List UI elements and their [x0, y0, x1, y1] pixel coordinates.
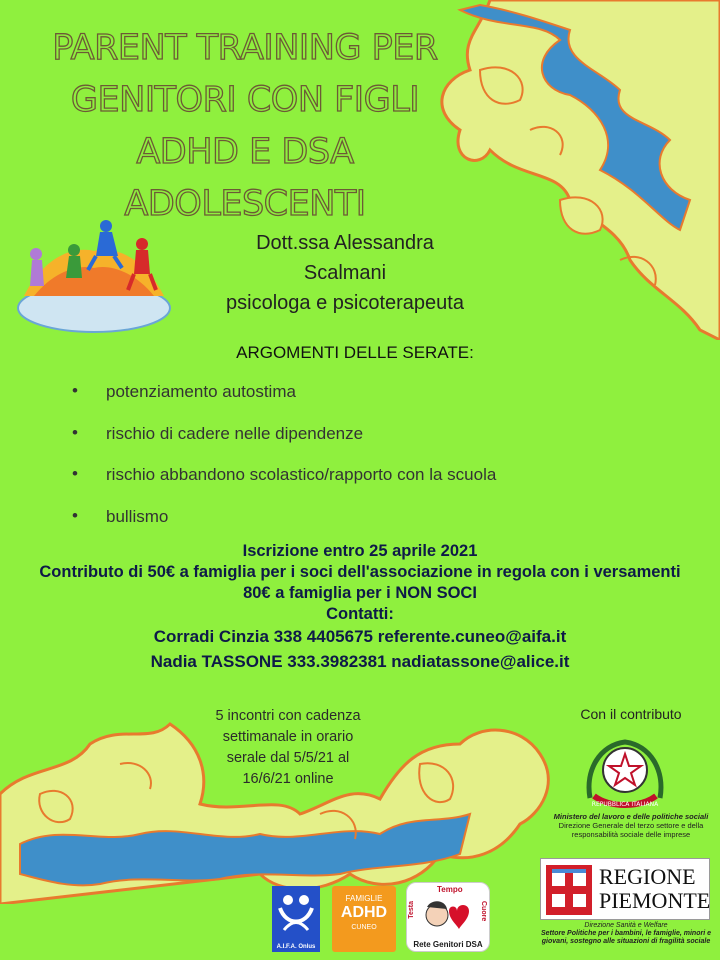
famiglie-adhd-cuneo-logo [332, 886, 396, 952]
regione-piemonte-logo [540, 858, 710, 920]
registration-info [20, 542, 700, 676]
list-item: • rischio di cadere nelle dipendenze [72, 424, 632, 466]
doctor-block [200, 228, 490, 318]
schedule-line-1: 5 incontri con cadenza [215, 708, 361, 724]
regione-direction: Direzione Sanità e Welfare [584, 922, 668, 929]
list-item: • potenziamento autostima [72, 382, 632, 424]
ministry-sub: Direzione Generale del terzo settore e della responsabilità sociale delle imprese [558, 821, 704, 839]
fee-non-members: 80€ a famiglia per i NON SOCI [243, 584, 477, 602]
registration-deadline: Iscrizione entro 25 aprile 2021 [242, 542, 478, 560]
rete-testa-label: Testa [408, 901, 415, 919]
heart-head-icon [421, 897, 477, 937]
schedule-line-2: settimanale in orario [222, 729, 354, 745]
topics-heading: ARGOMENTI DELLE SERATE: [236, 343, 474, 362]
regione-name-line-1: REGIONE [599, 864, 696, 889]
contact-2: Nadia TASSONE 333.3982381 nadiatassone@alice.it [150, 652, 570, 671]
famiglie-city-label: CUNEO [351, 924, 377, 931]
italian-republic-emblem-icon [580, 730, 670, 810]
rete-cuore-label: Cuore [480, 901, 487, 922]
title-line-1: PARENT TRAINING PER [52, 28, 438, 68]
list-item: • rischio abbandono scolastico/rapporto con la scuola [72, 465, 632, 507]
emblem-text: REPUBBLICA ITALIANA [591, 801, 659, 808]
aifa-label: A.I.F.A. Onlus [276, 944, 316, 950]
topics-list [72, 382, 632, 548]
list-item: • bullismo [72, 507, 632, 549]
regione-text [540, 922, 712, 946]
schedule-info [188, 706, 388, 790]
doctor-name-line-1: Dott.ssa Alessandra [256, 232, 434, 254]
regione-name-line-2: PIEMONTE [599, 888, 711, 913]
schedule-line-3: serale dal 5/5/21 al [226, 750, 350, 766]
regione-flag-icon [546, 865, 592, 915]
rete-genitori-dsa-logo [406, 882, 490, 952]
regione-sector: Settore Politiche per i bambini, le famiglie, minori e giovani, sostegno alle situazioni di fragilità sociale [541, 930, 711, 945]
fee-members: Contributo di 50€ a famiglia per i soci dell'associazione in regola con i versamenti [39, 563, 681, 581]
aifa-figures-icon [272, 886, 320, 940]
title-line-2: GENITORI CON FIGLI [70, 80, 420, 120]
aifa-logo [272, 886, 320, 952]
title-line-4: ADOLESCENTI [124, 184, 366, 224]
page-title [30, 22, 460, 230]
regione-name [599, 865, 710, 913]
rete-tempo-label: Tempo [437, 885, 463, 894]
famiglie-label: FAMIGLIE [345, 894, 383, 903]
contact-1: Corradi Cinzia 338 4405675 referente.cuneo@aifa.it [153, 627, 567, 646]
doctor-name-line-2: Scalmani [303, 262, 387, 284]
ministry-text [548, 812, 714, 839]
schedule-line-4: 16/6/21 online [242, 771, 334, 787]
rete-name-label: Rete Genitori DSA [413, 940, 483, 949]
sponsor-label: Con il contributo [580, 706, 682, 722]
children-illustration [14, 216, 174, 334]
doctor-role: psicologa e psicoterapeuta [226, 292, 464, 314]
contacts-label: Contatti: [326, 605, 394, 623]
ministry-name: Ministero del lavoro e delle politiche sociali [553, 812, 709, 821]
title-line-3: ADHD E DSA [136, 132, 354, 172]
famiglie-adhd-label: ADHD [340, 904, 388, 921]
